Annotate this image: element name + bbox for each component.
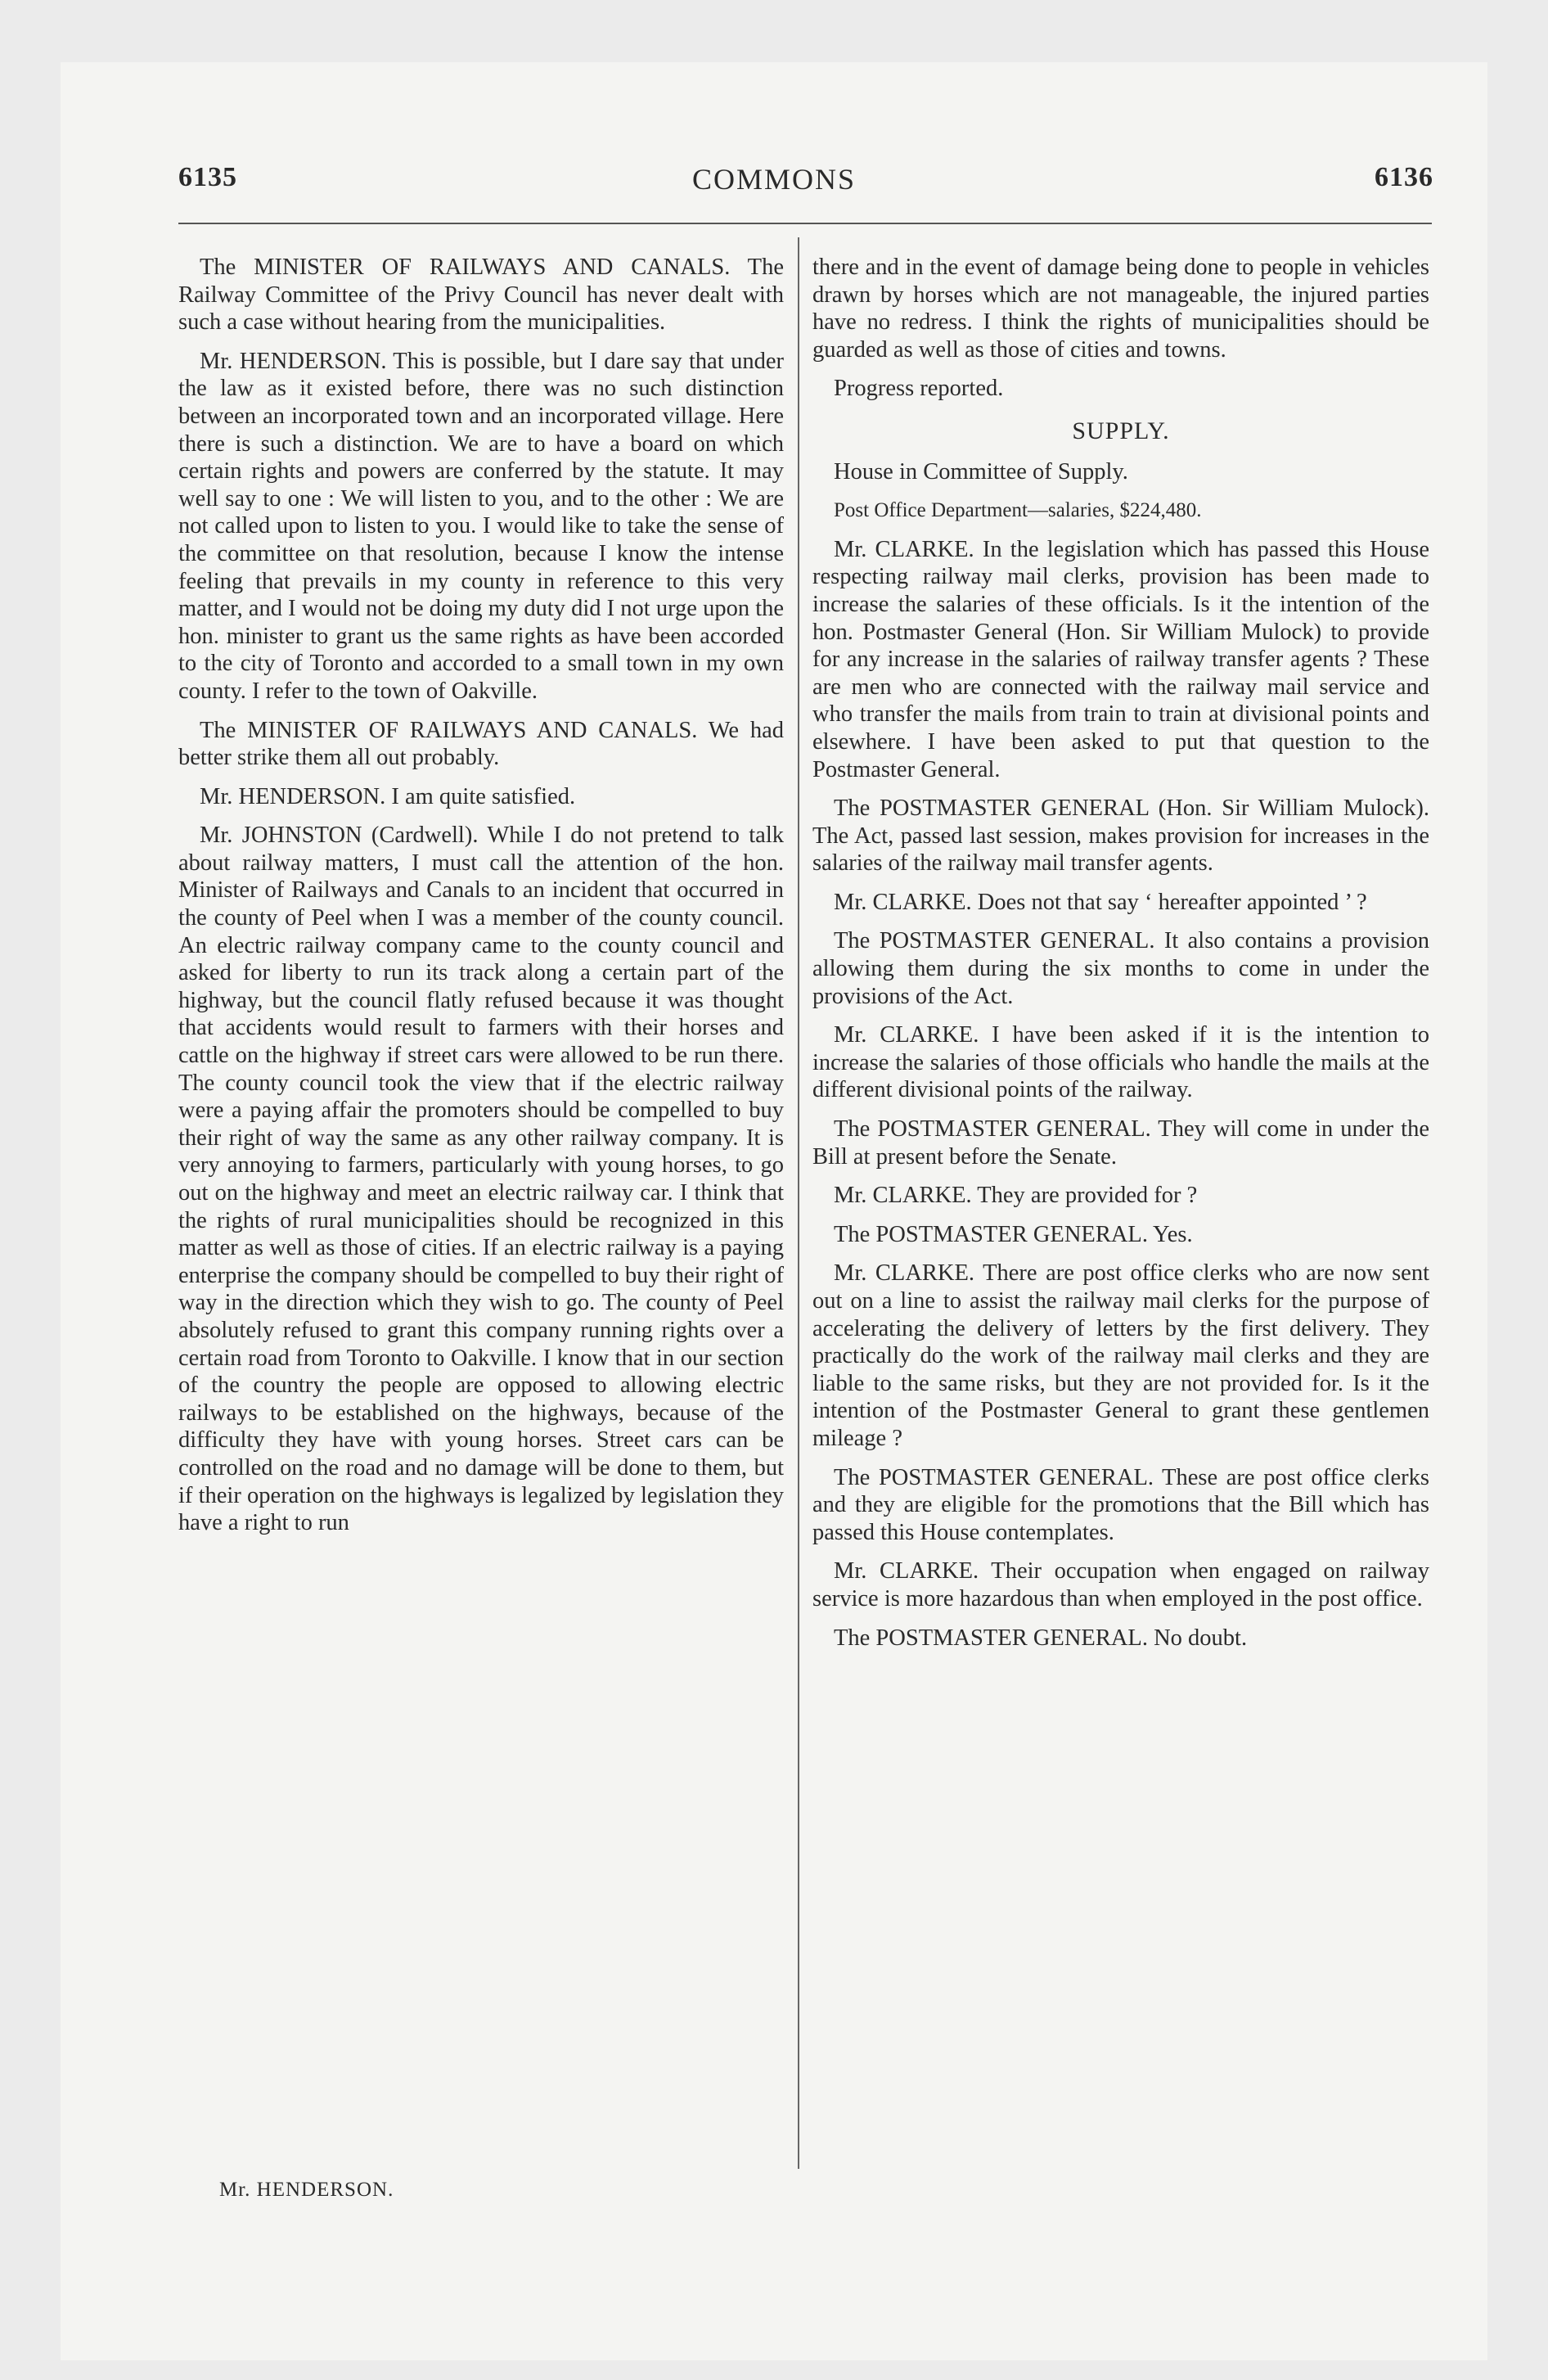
- paragraph: The POSTMASTER GENERAL. It also contains a provision allowing them during the six months to come in under the provisions of the Act.: [812, 928, 1429, 1009]
- paragraph: there and in the event of damage being done to people in vehicles drawn by horses which are not manageable, the injured parties have no redress. I think the rights of municipalities should be guarded as well as those of cities and towns.: [812, 255, 1429, 363]
- column-divider: [798, 237, 799, 2169]
- paragraph: The POSTMASTER GENERAL (Hon. Sir William Mulock). The Act, passed last session, makes provision for increases in the salaries of the railway mail transfer agents.: [812, 796, 1429, 877]
- footer-speaker: Mr. HENDERSON.: [219, 2179, 394, 2201]
- paragraph: Mr. CLARKE. They are provided for ?: [834, 1183, 1198, 1209]
- paragraph: The MINISTER OF RAILWAYS AND CANALS. The Railway Committee of the Privy Council has never dealt with such a case without hearing from the municipalities.: [178, 255, 784, 336]
- paragraph: Mr. JOHNSTON (Cardwell). While I do not pretend to talk about railway matters, I must call the attention of the hon. Minister of Railways and Canals to an incident that occurred in the county of Peel when I was a member of the county council. An electric railway company came to the county council and asked for liberty to run its track along a certain part of the highway, but the council flatly refused because it was thought that accidents would result to farmers with their horses and cattle on the highway if street cars were allowed to be run there. The county council took the view that if the electric railway were a paying affair the promoters should be compelled to buy their right of way the same as any other railway company. It is very annoying to farmers, particularly with young horses, to go out on the highway and meet an electric railway car. I think that the rights of rural municipalities should be recognized in this matter as well as those of cities. If an electric railway is a paying enterprise the company should be compelled to buy their right of way in the direction which they wish to go. The county of Peel absolutely refused to grant this company running rights over a certain road from Toronto to Oakville. I know that in our section of the country the people are opposed to allowing electric railways to be established on the highways, because of the difficulty they have with young horses. Street cars can be controlled on the road and no damage will be done to them, but if their operation on the highways is legalized by legislation they have a right to run: [178, 823, 784, 1536]
- paragraph: Mr. HENDERSON. I am quite satisfied.: [200, 783, 576, 809]
- paragraph: Mr. CLARKE. In the legislation which has passed this House respecting railway mail clerks, provision has been made to increase the salaries of these officials. Is it the intention of the hon. Postmaster General (Hon. Sir William Mulock) to provide for any increase in the salaries of railway transfer agents ? These are men who are connected with the railway mail service and who transfer the mails from train to train at divisional points and elsewhere. I have been asked to put that question to the Postmaster General.: [812, 536, 1429, 782]
- paragraph: Mr. CLARKE. I have been asked if it is the intention to increase the salaries of those officials who handle the mails at the different divisional points of the railway.: [812, 1022, 1429, 1103]
- section-heading: SUPPLY.: [1072, 417, 1170, 444]
- paragraph: Mr. CLARKE. There are post office clerks who are now sent out on a line to assist the railway mail clerks for the purpose of accelerating the delivery of letters by the first delivery. They practically do the work of the railway mail clerks and they are liable to the same risks, but they are not provided for. Is it the intention of the Postmaster General to grant these gentlemen mileage ?: [812, 1260, 1429, 1451]
- paragraph: The POSTMASTER GENERAL. Yes.: [834, 1221, 1193, 1247]
- paragraph: The POSTMASTER GENERAL. No doubt.: [834, 1625, 1248, 1651]
- paragraph: The POSTMASTER GENERAL. These are post office clerks and they are eligible for the promotions that the Bill which has passed this House contemplates.: [812, 1464, 1429, 1545]
- right-column: [812, 254, 1429, 1663]
- header-rule: [178, 223, 1432, 224]
- paragraph: Mr. HENDERSON. This is possible, but I dare say that under the law as it existed before, there was no such distinction between an incorporated town and an incorporated village. Here there is such a distinction. We are to have a board on which certain rights and powers are conferred by the statute. It may well say to one : We will listen to you, and to the other : We are not called upon to listen to you. I would like to take the sense of the committee on that resolution, because I know the intense feeling that prevails in my county in reference to this very matter, and I would not be doing my duty did I not urge upon the hon. minister to grant us the same rights as have been accorded to the city of Toronto and accorded to a small town in my own county. I refer to the town of Oakville.: [178, 348, 785, 704]
- paragraph: Mr. CLARKE. Their occupation when engaged on railway service is more hazardous than when employed in the post office.: [812, 1558, 1429, 1611]
- paragraph: Post Office Department—salaries, $224,480.: [834, 499, 1202, 522]
- left-page-number: 6135: [178, 162, 237, 192]
- paragraph: House in Committee of Supply.: [834, 458, 1128, 485]
- right-page-number: 6136: [1375, 162, 1433, 192]
- left-column: [178, 254, 784, 1548]
- paragraph: Mr. CLARKE. Does not that say ‘ hereafter appointed ’ ?: [834, 889, 1367, 915]
- paragraph: The MINISTER OF RAILWAYS AND CANALS. We had better strike them all out probably.: [178, 717, 784, 771]
- page-title: COMMONS: [691, 163, 857, 196]
- paragraph: The POSTMASTER GENERAL. They will come in under the Bill at present before the Senate.: [812, 1116, 1429, 1170]
- paragraph: Progress reported.: [834, 376, 1004, 402]
